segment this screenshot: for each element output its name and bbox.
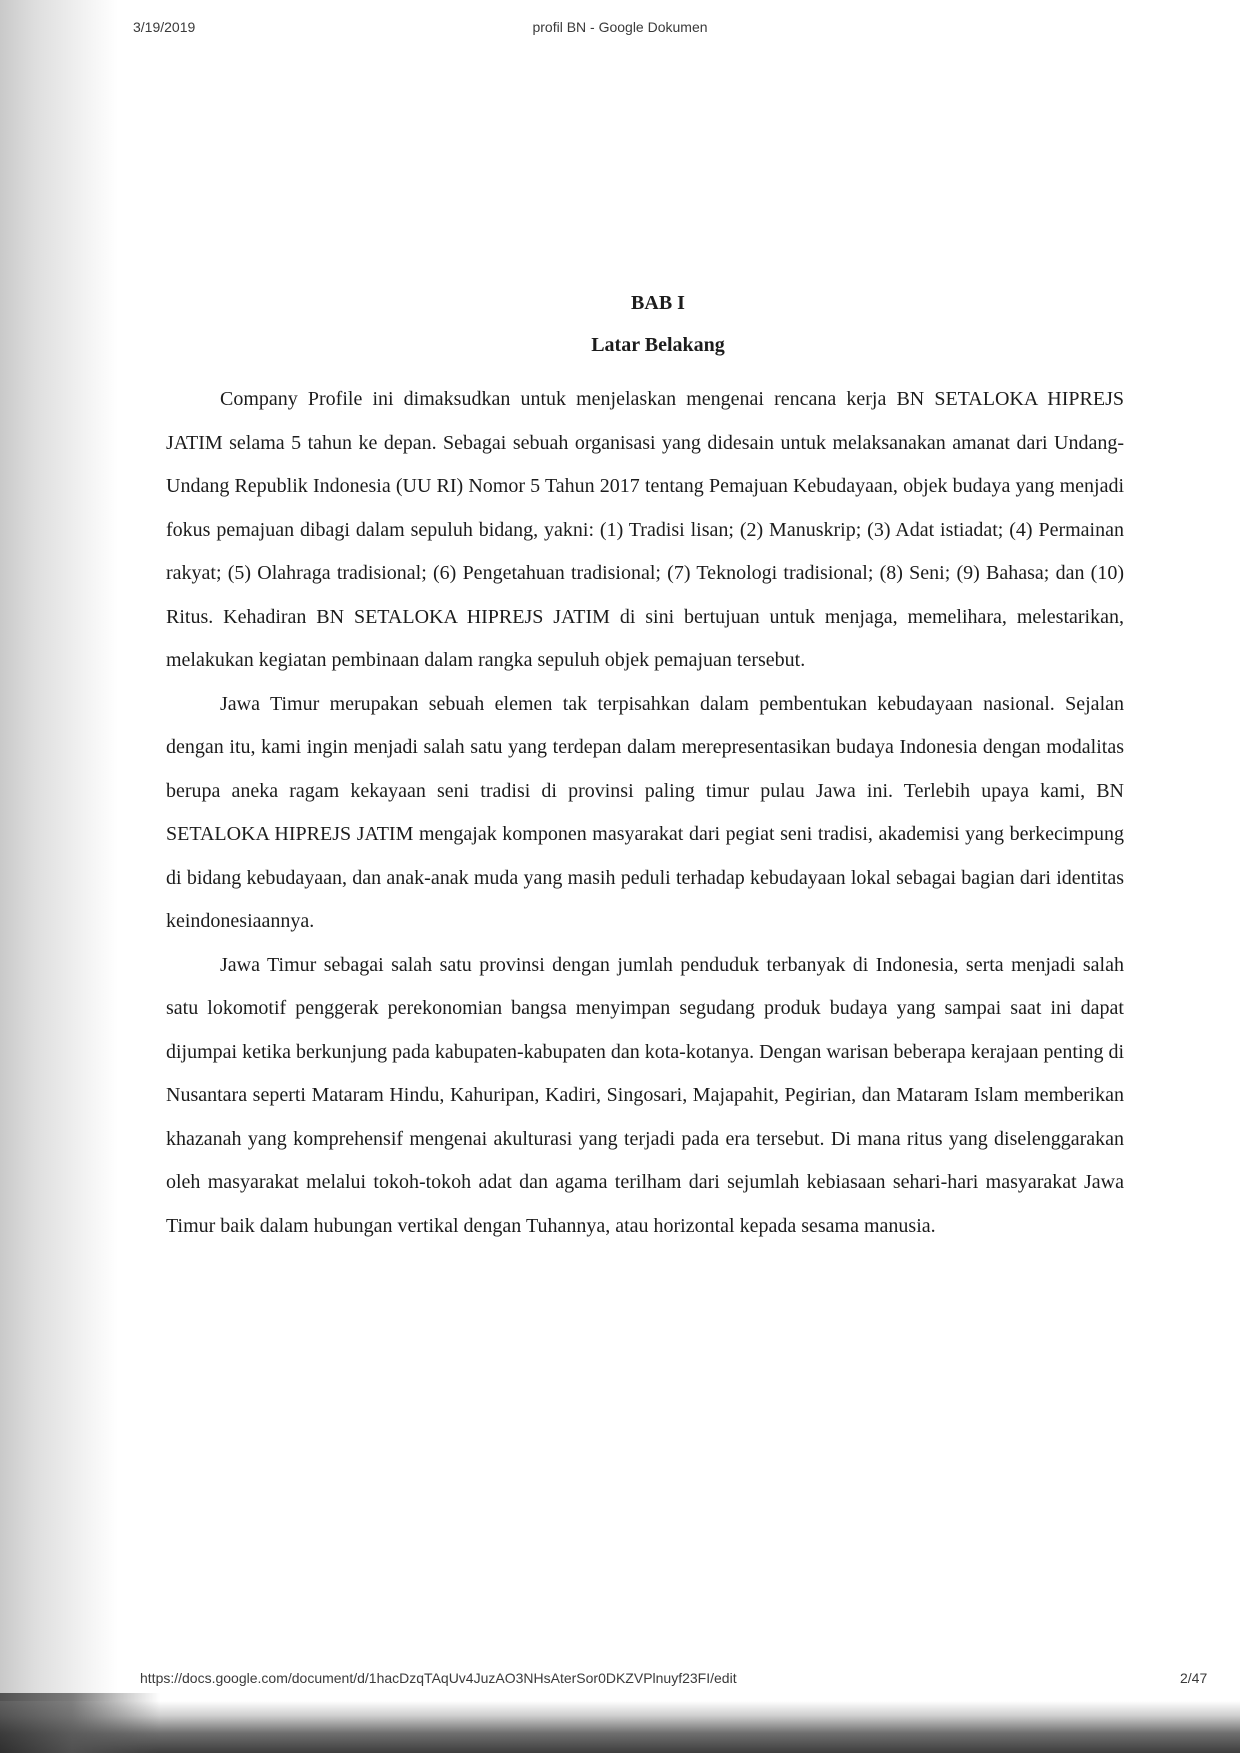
scan-shadow-bottom <box>0 1701 1240 1753</box>
chapter-heading: BAB I <box>631 292 685 314</box>
print-page-number: 2/47 <box>1180 1670 1208 1686</box>
scan-shadow-left <box>0 0 118 1753</box>
print-document-title: profil BN - Google Dokumen <box>532 19 708 35</box>
paragraph-1: Company Profile ini dimaksudkan untuk menjelaskan mengenai rencana kerja BN SETALOKA HIPREJS JATIM selama 5 tahun ke depan. Sebagai sebuah organisasi yang didesain untuk melaksanakan amanat dari Undang-Undang Republik Indonesia (UU RI) Nomor 5 Tahun 2017 tentang Pemajuan Kebudayaan, objek budaya yang menjadi fokus pemajuan dibagi dalam sepuluh bidang, yakni: (1) Tradisi lisan; (2) Manuskrip; (3) Adat istiadat; (4) Permainan rakyat; (5) Olahraga tradisional; (6) Pengetahuan tradisional; (7) Teknologi tradisional; (8) Seni; (9) Bahasa; dan (10) Ritus. Kehadiran BN SETALOKA HIPREJS JATIM di sini bertujuan untuk menjaga, memelihara, melestarikan, melakukan kegiatan pembinaan dalam rangka sepuluh objek pemajuan tersebut. <box>166 388 1124 671</box>
paragraph-2: Jawa Timur merupakan sebuah elemen tak terpisahkan dalam pembentukan kebudayaan nasional. Sejalan dengan itu, kami ingin menjadi salah satu yang terdepan dalam merepresentasikan budaya Indonesia dengan modalitas berupa aneka ragam kekayaan seni tradisi di provinsi paling timur pulau Jawa ini. Terlebih upaya kami, BN SETALOKA HIPREJS JATIM mengajak komponen masyarakat dari pegiat seni tradisi, akademisi yang berkecimpung di bidang kebudayaan, dan anak-anak muda yang masih peduli terhadap kebudayaan lokal sebagai bagian dari identitas keindonesiaannya. <box>166 692 1124 932</box>
document-body <box>166 290 1124 1248</box>
chapter-title: Latar Belakang <box>591 334 725 356</box>
print-url: https://docs.google.com/document/d/1hacDzqTAqUv4JuzAO3NHsAterSor0DKZVPlnuyf23FI/edit <box>140 1670 737 1686</box>
print-date: 3/19/2019 <box>133 19 196 35</box>
paragraph-3: Jawa Timur sebagai salah satu provinsi dengan jumlah penduduk terbanyak di Indonesia, serta menjadi salah satu lokomotif penggerak perekonomian bangsa menyimpan segudang produk budaya yang sampai saat ini dapat dijumpai ketika berkunjung pada kabupaten-kabupaten dan kota-kotanya. Dengan warisan beberapa kerajaan penting di Nusantara seperti Mataram Hindu, Kahuripan, Kadiri, Singosari, Majapahit, Pegirian, dan Mataram Islam memberikan khazanah yang komprehensif mengenai akulturasi yang terjadi pada era tersebut. Di mana ritus yang diselenggarakan oleh masyarakat melalui tokoh-tokoh adat dan agama terilham dari sejumlah kebiasaan sehari-hari masyarakat Jawa Timur baik dalam hubungan vertikal dengan Tuhannya, atau horizontal kepada sesama manusia. <box>166 953 1124 1237</box>
scan-shadow-corner <box>0 1693 160 1753</box>
